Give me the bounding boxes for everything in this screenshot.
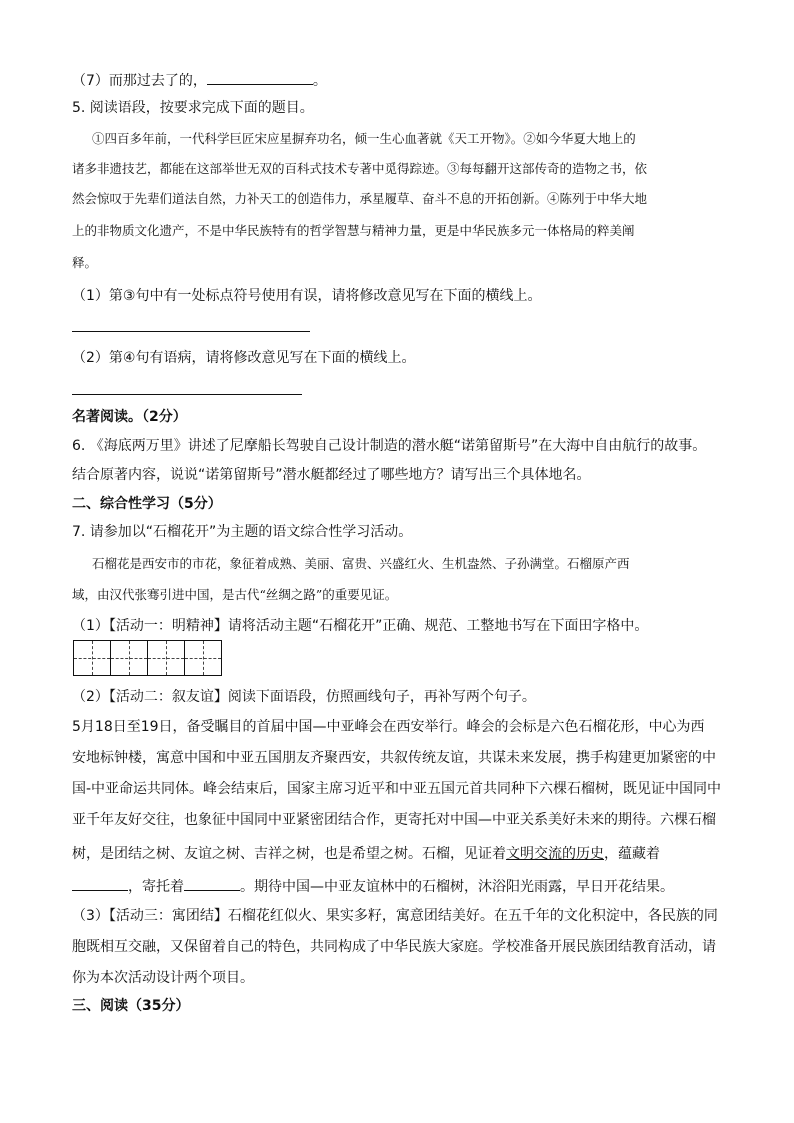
section-2-heading: 二、综合性学习（5分）: [72, 496, 222, 512]
q5-passage-line: ①四百多年前，一代科学巨匠宋应星摒弃功名，倾一生心血著就《天工开物》。②如今华夏大地上的: [92, 131, 636, 146]
tianzige-cell[interactable]: [110, 640, 148, 676]
q5-passage-line: 上的非物质文化遗产，不是中华民族特有的哲学智慧与精神力量，更是中华民族多元一体格局的粹美阐: [72, 223, 635, 238]
q6-line: 6. 《海底两万里》讲述了尼摩船长驾驶自己设计制造的潜水艇“诺第留斯号”在大海中自由航行的故事。: [72, 438, 707, 454]
q5-passage-line: 释。: [72, 255, 98, 270]
q7-passage-line: 域，由汉代张骞引进中国，是古代“丝绸之路”的重要见证。: [72, 587, 398, 602]
answer-line[interactable]: [72, 331, 310, 332]
q7-activity-1: （1）【活动一：明精神】请将活动主题“石榴花开”正确、规范、工整地书写在下面田字格中。: [72, 618, 649, 634]
tianzige-cell[interactable]: [184, 640, 222, 676]
q7-previous-item: （7）而那过去了的， 。: [72, 70, 327, 90]
q6-line: 结合原著内容，说说“诺第留斯号”潜水艇都经过了哪些地方？请写出三个具体地名。: [72, 467, 591, 483]
question-5-title: 5. 阅读语段，按要求完成下面的题目。: [72, 100, 314, 116]
question-7-title: 7. 请参加以“石榴花开”为主题的语文综合性学习活动。: [72, 524, 413, 540]
underlined-sentence: 文明交流的历史: [506, 846, 604, 862]
answer-line[interactable]: [72, 394, 302, 395]
tianzige-cell[interactable]: [147, 640, 185, 676]
act2-passage-line: 安地标钟楼，寓意中国和中亚五国朋友齐聚西安，共叙传统友谊，共谋未来发展，携手构建更加紧密的中: [72, 750, 716, 766]
act2-passage-line: 亚千年友好交往，也象征中国同中亚紧密团结合作，更寄托对中国—中亚关系美好未来的期待。六棵石榴: [72, 812, 716, 828]
q7-activity-3-line: 胞既相互交融，又保留着自己的特色，共同构成了中华民族大家庭。学校准备开展民族团结教育活动，请: [72, 939, 716, 955]
act2-passage-line: ，寄托着 。期待中国—中亚友谊林中的石榴树，沐浴阳光雨露，早日开花结果。: [72, 876, 674, 896]
act2-passage-line: 树，是团结之树、友谊之树、吉祥之树，也是希望之树。石榴，见证着文明交流的历史，蕴藏着: [72, 846, 660, 862]
answer-blank[interactable]: [72, 876, 128, 891]
q7-passage-line: 石榴花是西安市的市花，象征着成熟、美丽、富贵、兴盛红火、生机盎然、子孙满堂。石榴原产西: [92, 556, 630, 571]
q5-passage-line: 然会惊叹于先辈们道法自然，力补天工的创造伟力，承星履草、奋斗不息的开拓创新。④陈列于中华大地: [72, 191, 648, 206]
section-3-heading: 三、阅读（35分）: [72, 998, 190, 1014]
act2-passage-line: 5月18日至19日，备受瞩目的首届中国—中亚峰会在西安举行。峰会的会标是六色石榴花形，中心为西: [72, 719, 705, 735]
answer-blank[interactable]: [207, 70, 313, 85]
q5-passage-line: 诸多非遗技艺，都能在这部举世无双的百科式技术专著中觅得踪迹。③每每翻开这部传奇的造物之书，依: [72, 161, 648, 176]
answer-blank[interactable]: [184, 876, 240, 891]
q7-activity-3-line: 你为本次活动设计两个项目。: [72, 970, 254, 986]
q7-activity-2: （2）【活动二：叙友谊】阅读下面语段，仿照画线句子，再补写两个句子。: [72, 689, 536, 705]
q5-subquestion-2: （2）第④句有语病，请将修改意见写在下面的横线上。: [72, 350, 416, 366]
tianzige-cell[interactable]: [73, 640, 111, 676]
mingzhu-heading: 名著阅读。（2分）: [72, 409, 187, 425]
q5-subquestion-1: （1）第③句中有一处标点符号使用有误，请将修改意见写在下面的横线上。: [72, 288, 542, 304]
q7-activity-3: （3）【活动三：寓团结】石榴花红似火、果实多籽，寓意团结美好。在五千年的文化积淀中，各民族的同: [72, 908, 718, 924]
tianzige-grid[interactable]: [73, 640, 222, 676]
act2-passage-line: 国-中亚命运共同体。峰会结束后，国家主席习近平和中亚五国元首共同种下六棵石榴树，既见证中国同中: [72, 781, 722, 797]
